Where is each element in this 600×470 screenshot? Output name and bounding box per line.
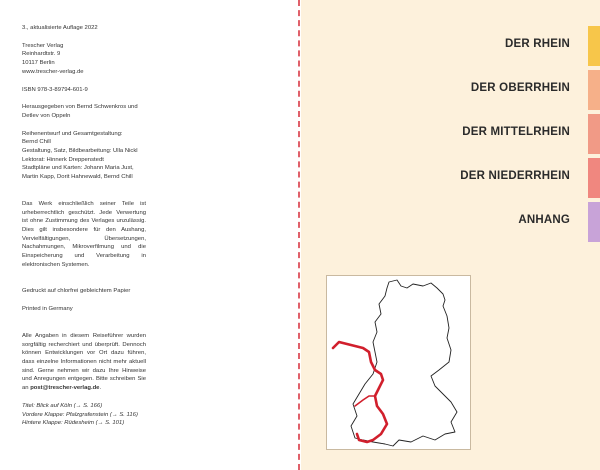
- chapter-der-rhein[interactable]: [301, 26, 600, 66]
- imprint-block: [22, 24, 146, 428]
- copyright-notice: Das Werk einschließlich seiner Teile ist urheberrechtlich geschützt. Jede Verwertung ist ohne Zustimmung des Verlages unzulässig. Dies gilt insbesondere für den Aushang, Vervielfältigungen, Übersetzungen, Nachahmungen, Mikroverfilmung und die Einspeicherung und Verarbeitung in elektronischen Systemen.: [22, 200, 146, 268]
- chapter-der-oberrhein[interactable]: [301, 70, 600, 110]
- chapter-color-tab: [588, 202, 600, 242]
- disclaimer-text: [22, 332, 146, 393]
- publisher-street: Reinhardtstr. 9: [22, 51, 61, 58]
- publisher-city: 10117 Berlin: [22, 60, 55, 67]
- chapter-label: DER MITTELRHEIN: [462, 126, 570, 138]
- cover-front-credit: Vordere Klappe: Pfalzgrafenstein (→ S. 116): [22, 411, 138, 418]
- contact-email[interactable]: post@trescher-verlag.de: [30, 385, 100, 392]
- publisher-website[interactable]: www.trescher-verlag.de: [22, 68, 84, 75]
- chapter-der-mittelrhein[interactable]: [301, 114, 600, 154]
- design-line-2: Bernd Chill: [22, 139, 51, 146]
- chapter-color-tab: [588, 114, 600, 154]
- chapter-color-tab: [588, 26, 600, 66]
- editors-line-2: Detlev von Oppeln: [22, 112, 71, 119]
- chapter-label: DER NIEDERRHEIN: [460, 170, 570, 182]
- printed-note: Printed in Germany: [22, 306, 73, 313]
- germany-map-svg: [327, 276, 472, 451]
- edition-line: 3., aktualisierte Auflage 2022: [22, 25, 98, 31]
- cover-back-credit: Hintere Klappe: Rüdesheim (→ S. 101): [22, 420, 125, 427]
- chapter-label: ANHANG: [518, 214, 570, 226]
- germany-overview-map: [326, 275, 471, 450]
- editors-line-1: Herausgegeben von Bernd Schwenkros und: [22, 104, 138, 111]
- email-suffix: .: [99, 385, 102, 392]
- isbn-line: ISBN 978-3-89794-601-9: [22, 86, 88, 93]
- layout-line: Gestaltung, Satz, Bildbearbeitung: Ulla Nickl: [22, 148, 138, 155]
- disclaimer-body: Alle Angaben in diesem Reiseführer wurden sorgfältig recherchiert und überprüft. Dennoch können Entwicklungen vor Ort dazu führen, dass einzelne Informationen nicht mehr aktuell sind. Gerne nehmen wir dazu Ihre Hinweise und Anregungen entgegen. Bitte schreiben Sie an: [22, 332, 146, 392]
- chapter-label: DER OBERRHEIN: [470, 82, 570, 94]
- chapter-label: DER RHEIN: [504, 38, 570, 50]
- publisher-name: Trescher Verlag: [22, 42, 64, 49]
- chapter-der-niederrhein[interactable]: [301, 158, 600, 198]
- paper-note: Gedruckt auf chlorfrei gebleichtem Papier: [22, 288, 131, 295]
- design-line-1: Reihenentwurf und Gesamtgestaltung:: [22, 130, 123, 137]
- maps-line-1: Stadtpläne und Karten: Johann Maria Just,: [22, 165, 134, 172]
- cover-title-credit: Titel: Blick auf Köln (→ S. 166): [22, 402, 103, 409]
- chapter-color-tab: [588, 70, 600, 110]
- maps-line-2: Martin Kapp, Dorit Hahnewald, Bernd Chill: [22, 174, 133, 181]
- moselle-route: [355, 396, 375, 406]
- chapter-anhang[interactable]: [301, 202, 600, 242]
- germany-outline: [351, 280, 457, 446]
- chapter-color-tab: [588, 158, 600, 198]
- lektorat-line: Lektorat: Hinnerk Dreppenstedt: [22, 156, 104, 163]
